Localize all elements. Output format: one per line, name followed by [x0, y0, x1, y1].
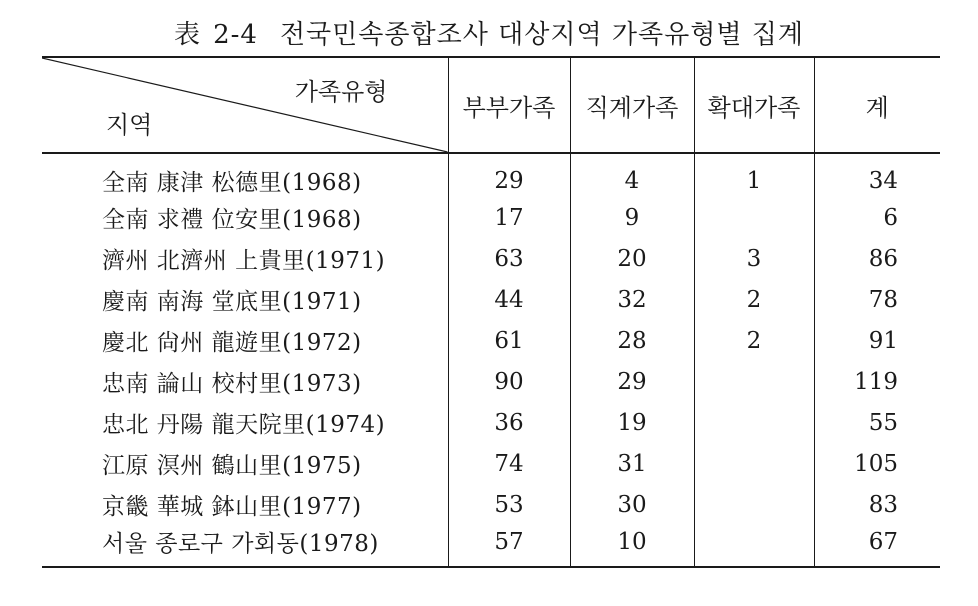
stem-cell: 10: [570, 525, 694, 567]
total-cell: 55: [814, 402, 940, 443]
total-cell: 91: [814, 320, 940, 361]
region-cell: 京畿 華城 鉢山里(1977): [102, 494, 362, 520]
table-row: [42, 443, 940, 484]
table-row: [42, 197, 940, 238]
family-type-label: 가족유형: [294, 78, 388, 106]
total-cell: 105: [814, 443, 940, 484]
region-cell: 忠南 論山 校村里(1973): [102, 371, 362, 397]
column-header-extended: 확대가족: [694, 57, 814, 153]
region-cell: 全南 求禮 位安里(1968): [102, 207, 362, 233]
extended-cell: [694, 402, 814, 443]
table-caption: [0, 14, 978, 51]
stem-cell: 4: [570, 153, 694, 197]
extended-cell: 1: [694, 153, 814, 197]
region-cell: 濟州 北濟州 上貴里(1971): [102, 248, 386, 274]
stem-cell: 20: [570, 238, 694, 279]
conjugal-cell: 61: [448, 320, 570, 361]
extended-cell: 3: [694, 238, 814, 279]
region-cell: 江原 溟州 鶴山里(1975): [102, 453, 362, 479]
stem-cell: 30: [570, 484, 694, 525]
total-cell: 34: [814, 153, 940, 197]
conjugal-cell: 57: [448, 525, 570, 567]
stem-cell: 32: [570, 279, 694, 320]
diagonal-header-cell: [42, 57, 448, 153]
conjugal-cell: 74: [448, 443, 570, 484]
extended-cell: [694, 197, 814, 238]
table-row: [42, 484, 940, 525]
total-cell: 6: [814, 197, 940, 238]
total-cell: 83: [814, 484, 940, 525]
caption-title: 전국민속종합조사 대상지역 가족유형별 집계: [279, 20, 804, 50]
table-row: [42, 402, 940, 443]
conjugal-cell: 63: [448, 238, 570, 279]
conjugal-cell: 36: [448, 402, 570, 443]
stem-cell: 28: [570, 320, 694, 361]
table-row: [42, 279, 940, 320]
caption-number: 2-4: [213, 20, 258, 50]
region-cell: 全南 康津 松德里(1968): [102, 170, 362, 196]
region-cell: 서울 종로구 가회동(1978): [42, 525, 448, 567]
conjugal-cell: 53: [448, 484, 570, 525]
extended-cell: 2: [694, 279, 814, 320]
total-cell: 86: [814, 238, 940, 279]
region-label: 지역: [106, 111, 153, 139]
caption-label: 表: [174, 20, 202, 50]
header-row: [42, 57, 940, 153]
column-header-stem: 직계가족: [570, 57, 694, 153]
stem-cell: 29: [570, 361, 694, 402]
table-row: [42, 320, 940, 361]
conjugal-cell: 90: [448, 361, 570, 402]
region-cell: 慶北 尙州 龍遊里(1972): [102, 330, 362, 356]
extended-cell: [694, 443, 814, 484]
conjugal-cell: 17: [448, 197, 570, 238]
stem-cell: 9: [570, 197, 694, 238]
family-type-table: [42, 56, 940, 568]
table-row: [42, 525, 940, 567]
region-cell: 忠北 丹陽 龍天院里(1974): [102, 412, 386, 438]
conjugal-cell: 29: [448, 153, 570, 197]
total-cell: 78: [814, 279, 940, 320]
extended-cell: [694, 361, 814, 402]
table-row: [42, 153, 940, 197]
region-cell: 慶南 南海 堂底里(1971): [102, 289, 362, 315]
extended-cell: [694, 525, 814, 567]
table-row: [42, 361, 940, 402]
total-cell: 67: [814, 525, 940, 567]
column-header-conjugal: 부부가족: [448, 57, 570, 153]
column-header-total: 계: [814, 57, 940, 153]
table-row: [42, 238, 940, 279]
extended-cell: [694, 484, 814, 525]
stem-cell: 31: [570, 443, 694, 484]
conjugal-cell: 44: [448, 279, 570, 320]
stem-cell: 19: [570, 402, 694, 443]
total-cell: 119: [814, 361, 940, 402]
extended-cell: 2: [694, 320, 814, 361]
